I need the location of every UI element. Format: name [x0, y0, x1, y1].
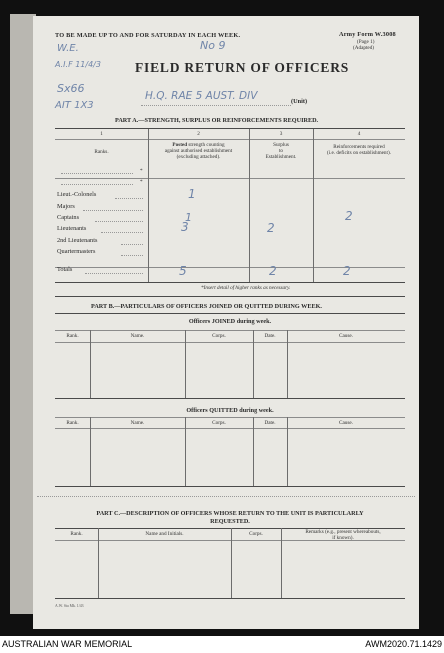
- rank-lieut-colonels: Lieut.-Colonels: [57, 191, 97, 198]
- col-header-posted-3: (excluding attached).: [176, 154, 221, 160]
- col-header-surplus-2: to: [278, 148, 284, 154]
- joined-col-rank: Rank.: [66, 333, 79, 339]
- totals-top-rule: [55, 267, 405, 268]
- col-header-surplus-1: Surplus: [273, 142, 289, 148]
- footer-accession-number: AWM2020.71.1429: [365, 639, 442, 649]
- rank-leader-2: [83, 210, 143, 211]
- col-number-2: 2: [197, 131, 200, 137]
- rank-leader-4: [101, 232, 143, 233]
- part-a-title: PART A.—STRENGTH, SURPLUS OR REINFORCEMENTS REQUIRED.: [115, 117, 319, 124]
- rank-majors: Majors: [57, 203, 75, 210]
- quitted-col-div-1: [90, 417, 91, 486]
- handwritten-note-3: Sx66: [57, 82, 85, 95]
- col-header-posted-2: against authorised establishment: [164, 148, 233, 154]
- value-lieutenants-posted: 3: [181, 220, 189, 234]
- value-totals-surplus: 2: [269, 264, 277, 278]
- col-header-surplus-3: Establishment.: [265, 154, 297, 160]
- joined-col-name: Name.: [130, 333, 145, 339]
- quitted-title-pre: Officers: [186, 407, 210, 414]
- value-captains-reinf: 2: [345, 209, 353, 223]
- tear-line: [37, 496, 415, 497]
- unit-label: (Unit): [291, 98, 308, 105]
- joined-col-corps: Corps.: [212, 333, 226, 339]
- asterisk-1: *: [140, 168, 143, 174]
- col-header-reinf-1: Reinforcements required: [333, 144, 385, 150]
- quitted-col-corps: Corps.: [212, 420, 226, 426]
- asterisk-2: *: [140, 179, 143, 185]
- quitted-col-div-4: [287, 417, 288, 486]
- part-a-bottom-rule: [55, 282, 405, 283]
- handwritten-note-1: W.E.: [57, 43, 79, 54]
- quitted-col-div-2: [185, 417, 186, 486]
- part-a-top-rule: [55, 128, 405, 129]
- joined-col-div-2: [185, 330, 186, 398]
- part-b-top-rule: [55, 296, 405, 297]
- quitted-title-word: QUITTED: [209, 407, 238, 414]
- part-c-bottom-rule: [55, 598, 405, 599]
- quitted-title: [55, 407, 405, 414]
- joined-col-date: Date.: [264, 333, 276, 339]
- rank-dotted-2: [61, 184, 133, 185]
- joined-title-pre: Officers: [188, 318, 212, 325]
- quitted-col-div-3: [253, 417, 254, 486]
- form-page-number: (Page 1): [357, 39, 375, 45]
- part-c-col-name: Name and Initials.: [145, 531, 184, 537]
- joined-title-post: during week.: [235, 318, 272, 325]
- col-number-rule: [55, 139, 405, 140]
- joined-col-cause: Cause.: [339, 333, 353, 339]
- part-b-title: PART B.—PARTICULARS OF OFFICERS JOINED OR QUITTED DURING WEEK.: [91, 303, 322, 310]
- value-totals-reinf: 2: [343, 264, 351, 278]
- joined-bottom-rule: [55, 398, 405, 399]
- quitted-title-post: during week.: [237, 407, 274, 414]
- rank-captains: Captains: [57, 214, 80, 221]
- col-header-posted-bold: Posted: [172, 142, 188, 148]
- rank-leader-3: [95, 221, 143, 222]
- part-c-col-remarks-1: Remarks (e.g., present whereabouts,: [305, 529, 381, 535]
- footer-institution: AUSTRALIAN WAR MEMORIAL: [2, 639, 133, 649]
- form-number: Army Form W.3008: [339, 31, 396, 38]
- header-instruction: TO BE MADE UP TO AND FOR SATURDAY IN EACH WEEK.: [55, 32, 241, 39]
- joined-col-div-1: [90, 330, 91, 398]
- value-totals-posted: 5: [179, 264, 187, 278]
- value-lieutenants-surplus: 2: [267, 221, 275, 235]
- quitted-col-cause: Cause.: [339, 420, 353, 426]
- col-header-posted-rest: strength counting: [187, 142, 225, 148]
- quitted-header-top: [55, 417, 405, 418]
- print-code: A.W. Sta Mk. 1/43: [55, 604, 84, 608]
- form-adapted: (Adapted): [353, 45, 375, 51]
- quitted-bottom-rule: [55, 486, 405, 487]
- col-header-reinf-2: (i.e. deficits on establishment).: [327, 150, 391, 156]
- col-header-ranks: Ranks.: [94, 149, 109, 155]
- rank-lieutenants: Lieutenants: [57, 225, 87, 232]
- joined-header-top: [55, 330, 405, 331]
- handwritten-note-2: A.I.F 11/4/3: [55, 60, 101, 69]
- rank-totals: Totals: [57, 266, 73, 273]
- col-number-1: 1: [100, 131, 103, 137]
- part-b-title-rule: [55, 313, 405, 314]
- part-c-title-1: PART C.—DESCRIPTION OF OFFICERS WHOSE RETURN TO THE UNIT IS PARTICULARLY: [96, 510, 364, 517]
- quitted-col-name: Name.: [130, 420, 145, 426]
- rank-leader-1: [115, 198, 143, 199]
- unit-dotted-line: [141, 105, 291, 106]
- handwritten-unit: H.Q. RAE 5 AUST. DIV: [145, 90, 258, 102]
- joined-title: [55, 318, 405, 325]
- col-number-4: 4: [357, 131, 361, 137]
- rank-quartermasters: Quartermasters: [57, 248, 96, 255]
- joined-col-div-3: [253, 330, 254, 398]
- part-c-col-div-2: [231, 528, 232, 598]
- part-c-col-rank: Rank.: [70, 531, 83, 537]
- part-c-col-remarks-2: if known).: [332, 535, 354, 541]
- rank-leader-6: [121, 255, 143, 256]
- handwritten-note-4: AIT 1X3: [55, 100, 94, 111]
- part-c-title-2: REQUESTED.: [210, 518, 250, 525]
- part-c-col-corps: Corps.: [249, 531, 263, 537]
- joined-title-word: JOINED: [211, 318, 236, 325]
- rank-leader-totals: [85, 273, 143, 274]
- part-c-col-div-1: [98, 528, 99, 598]
- handwritten-return-number: No 9: [200, 39, 226, 52]
- quitted-col-rank: Rank.: [66, 420, 79, 426]
- form-title: FIELD RETURN OF OFFICERS: [135, 60, 350, 75]
- col-number-3: 3: [279, 131, 283, 137]
- archive-footer: [0, 637, 444, 653]
- part-a-footnote: *Insert detail of higher ranks as necessary.: [201, 285, 291, 291]
- quitted-header-bottom: [55, 428, 405, 429]
- rank-leader-5: [121, 244, 143, 245]
- col-header-rule: [55, 178, 405, 179]
- rank-2nd-lieutenants: 2nd Lieutenants: [57, 237, 98, 244]
- rank-dotted-1: [61, 173, 133, 174]
- value-lt-col-posted: 1: [188, 187, 196, 201]
- joined-col-div-4: [287, 330, 288, 398]
- quitted-col-date: Date.: [264, 420, 276, 426]
- form-page: [33, 16, 419, 629]
- joined-header-bottom: [55, 342, 405, 343]
- value-captains-posted: 1: [185, 211, 192, 224]
